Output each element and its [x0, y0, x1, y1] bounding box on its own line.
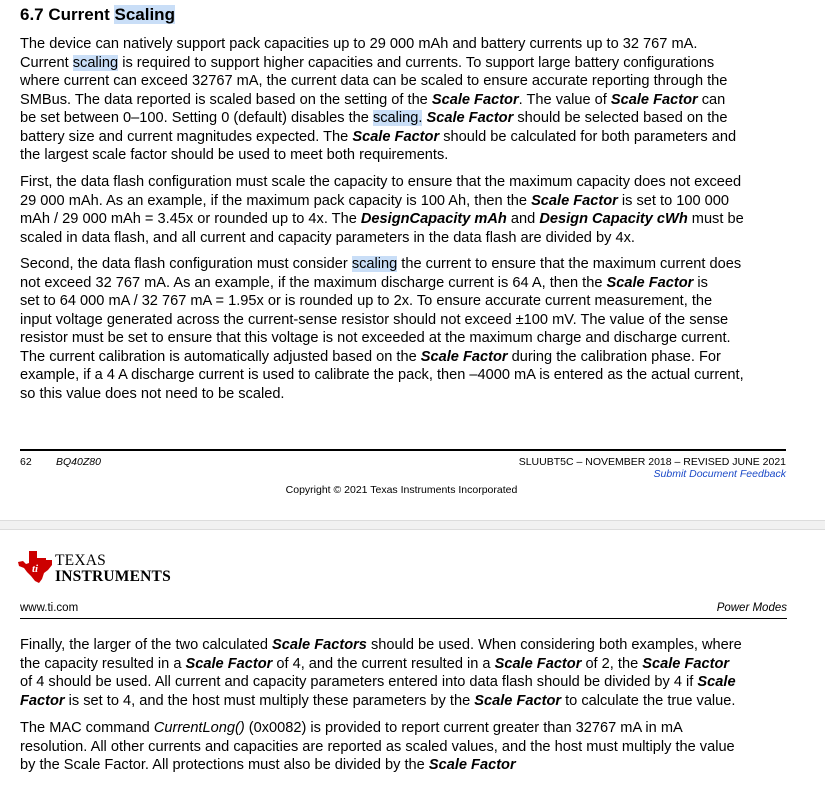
search-highlight: scaling	[72, 54, 119, 71]
scale-factor-term: Scale Factor	[428, 757, 516, 773]
paragraph-capacity-scaling	[20, 173, 790, 247]
text-line: battery size and current magnitudes expected. The Scale Factor should be calculated for both parameters and	[20, 128, 737, 145]
running-header-section: Power Modes	[716, 602, 787, 614]
text-line: resistor must be set to ensure that this voltage is not exceeded at the maximum charge and discharge current.	[20, 330, 731, 346]
texas-state-logo-icon	[18, 550, 52, 584]
section-title-text: 6.7 Current	[20, 5, 115, 24]
footer-divider	[20, 449, 786, 451]
text-line: The MAC command CurrentLong() (0x0082) is provided to report current greater than 32767 mA in mA	[20, 720, 683, 736]
document-name: BQ40Z80	[56, 456, 101, 468]
text-line: of 4 should be used. All current and capacity parameters entered into data flash should be divided by 4 if Scale	[20, 674, 736, 690]
paragraph-final-scale-factor	[20, 636, 790, 710]
text-line: SMBus. The data reported is scaled based on the setting of the Scale Factor. The value of Scale Factor can	[20, 91, 726, 108]
text-line: Factor is set to 4, and the host must multiply these parameters by the Scale Factor to calculate the true value.	[20, 692, 736, 709]
scale-factor-term: Factor	[20, 692, 65, 709]
logo-text-texas: TEXAS	[55, 552, 106, 569]
text-line: input voltage generated across the current-sense resistor should not exceed ±100 mV. The value of the sense	[20, 311, 729, 328]
logo-text-instruments: INSTRUMENTS	[55, 568, 171, 585]
scale-factor-term: Scale Factor	[185, 655, 273, 672]
text-line: so this value does not need to be scaled.	[20, 385, 285, 402]
text-line: not exceed 32 767 mA. As an example, if the maximum discharge current is 64 A, then the Scale Factor is	[20, 274, 708, 291]
scale-factor-term: Scale Factor	[352, 128, 440, 145]
text-line: The current calibration is automatically adjusted based on the Scale Factor during the calibration phase. For	[20, 348, 721, 365]
search-highlight: Scaling	[114, 5, 175, 24]
text-line: set to 64 000 mA / 32 767 mA = 1.95x or is rounded up to 2x. To ensure accurate current measurement, the	[20, 293, 713, 309]
text-line: First, the data flash configuration must scale the capacity to ensure that the maximum capacity does not exceed	[20, 174, 742, 190]
scale-factor-term: Scale Factors	[272, 637, 367, 653]
scale-factor-term: Scale Factor	[474, 692, 562, 709]
current-long-command: CurrentLong()	[153, 720, 245, 736]
text-line: by the Scale Factor. All protections must also be divided by the Scale Factor	[20, 757, 516, 773]
text-line: example, if a 4 A discharge current is used to calibrate the pack, then –4000 mA is entered as the actual current,	[20, 367, 744, 383]
literature-number: SLUUBT5C – NOVEMBER 2018 – REVISED JUNE 2021	[518, 456, 786, 468]
ti-logo	[18, 550, 178, 590]
scale-factor-term: Scale Factor	[420, 348, 508, 365]
scale-factor-term: Scale Factor	[431, 91, 519, 108]
text-line: resolution. All other currents and capacities are reported as scaled values, and the host must multiply the value	[20, 738, 735, 755]
search-highlight: scaling.	[372, 110, 423, 126]
scale-factor-term: Scale Factor	[642, 655, 730, 672]
copyright-notice: Copyright © 2021 Texas Instruments Incorporated	[285, 484, 518, 496]
text-line: scaled in data flash, and all current and capacity parameters in the data flash are divided by 4x.	[20, 229, 635, 246]
svg-text:ti: ti	[31, 563, 39, 575]
paragraph-current-long-command	[20, 719, 790, 775]
text-line: 29 000 mAh. As an example, if the maximum pack capacity is 100 Ah, then the Scale Factor is set to 100 000	[20, 192, 730, 209]
paragraph-intro	[20, 35, 790, 165]
scale-factor-term: Scale Factor	[610, 91, 698, 108]
text-line: be set between 0–100. Setting 0 (default) disables the scaling. Scale Factor should be selected based on the	[20, 110, 728, 126]
search-highlight: scaling	[351, 256, 398, 272]
scale-factor-term: Scale Factor	[606, 274, 694, 291]
text-line: mAh / 29 000 mAh = 3.45x or rounded up to 4x. The DesignCapacity mAh and Design Capacity cWh must be	[20, 211, 744, 227]
design-capacity-mah-term: DesignCapacity mAh	[360, 211, 507, 227]
header-divider	[20, 618, 787, 619]
text-line: Second, the data flash configuration must consider scaling the current to ensure that the maximum current does	[20, 256, 742, 272]
text-line: the capacity resulted in a Scale Factor of 4, and the current resulted in a Scale Factor of 2, the Scale Factor	[20, 655, 730, 672]
scale-factor-term: Scale Factor	[426, 110, 514, 126]
section-title	[20, 4, 175, 26]
text-line: the largest scale factor should be used to meet both requirements.	[20, 147, 449, 163]
submit-feedback-link[interactable]: Submit Document Feedback	[653, 468, 786, 480]
paragraph-current-scaling	[20, 255, 790, 403]
scale-factor-term: Scale	[697, 674, 736, 690]
text-line: Current scaling is required to support higher capacities and currents. To support large battery configurations	[20, 54, 715, 71]
site-url: www.ti.com	[20, 602, 79, 614]
scale-factor-term: Scale Factor	[494, 655, 582, 672]
text-line: Finally, the larger of the two calculated Scale Factors should be used. When considering both examples, where	[20, 637, 742, 653]
text-line: The device can natively support pack capacities up to 29 000 mAh and battery currents up to 32 767 mA.	[20, 36, 698, 52]
design-capacity-cwh-term: Design Capacity cWh	[539, 211, 688, 227]
page-separator	[0, 520, 825, 530]
scale-factor-term: Scale Factor	[531, 192, 618, 209]
page-number: 62	[20, 456, 32, 468]
document-page-63	[0, 530, 825, 809]
text-line: where current can exceed 32767 mA, the current data can be scaled to ensure accurate reporting through the	[20, 73, 728, 89]
